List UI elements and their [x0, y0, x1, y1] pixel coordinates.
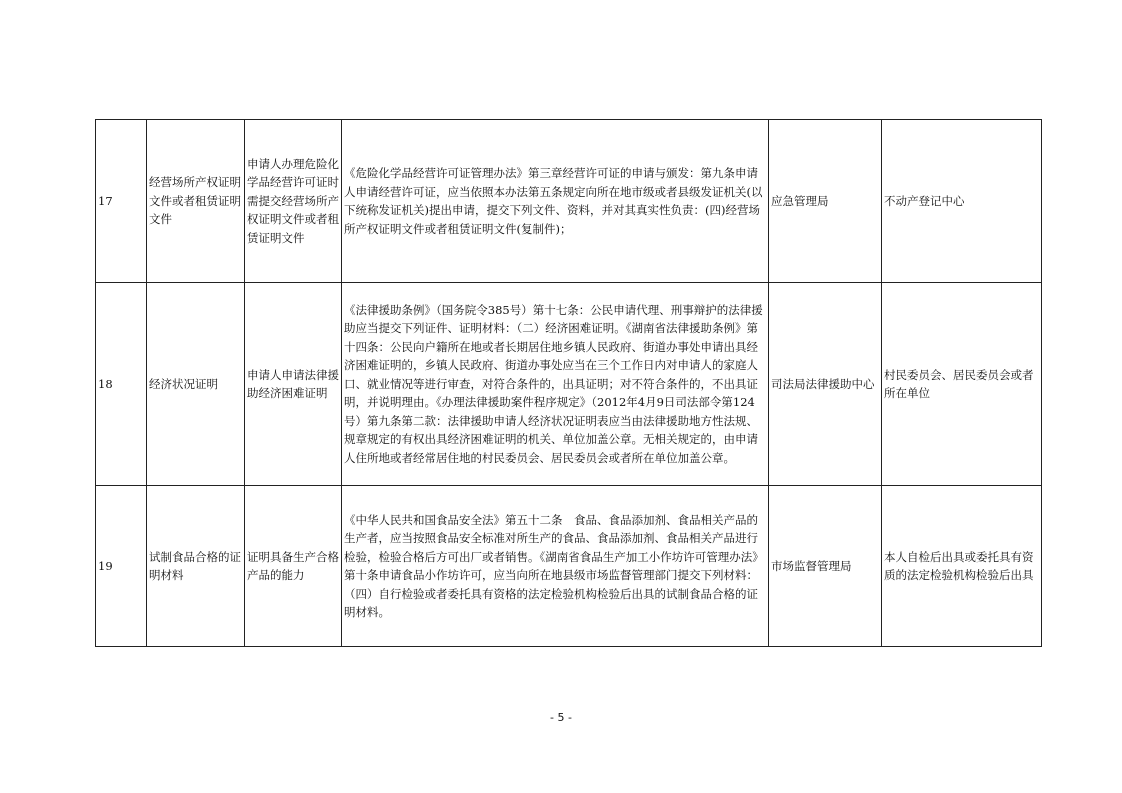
legal-basis: 《中华人民共和国食品安全法》第五十二条 食品、食品添加剂、食品相关产品的生产者，应当按照食品安全标准对所生产的食品、食品添加剂、食品相关产品进行检验，检验合格后方可出厂或者销售。《湖南省食品生产加工小作坊许可管理办法》第十条申请食品小作坊许可，应当向所在地县级市场监督管理部门提交下列材料：（四）自行检验或者委托具有资格的法定检验机构检验后出具的试制食品合格的证明材料。: [342, 486, 769, 647]
legal-basis: 《法律援助条例》（国务院令385号）第十七条：公民申请代理、刑事辩护的法律援助应当提交下列证件、证明材料：（二）经济困难证明。《湖南省法律援助条例》第十四条：公民向户籍所在地或者长期居住地乡镇人民政府、街道办事处申请出具经济困难证明的，乡镇人民政府、街道办事处应当在三个工作日内对申请人的家庭人口、就业情况等进行审查，对符合条件的，出具证明；对不符合条件的，不出具证明，并说明理由。《办理法律援助案件程序规定》（2012年4月9日司法部令第124号）第九条第二款：法律援助申请人经济状况证明表应当由法律援助地方性法规、规章规定的有权出具经济困难证明的机关、单位加盖公章。无相关规定的，由申请人住所地或者经常居住地的村民委员会、居民委员会或者所在单位加盖公章。: [342, 283, 769, 486]
issuing-body: 村民委员会、居民委员会或者所在单位: [882, 283, 1042, 486]
table-row: [96, 283, 1042, 486]
requirements-table: [95, 119, 1042, 647]
row-number: 19: [96, 486, 147, 647]
row-number: 17: [96, 120, 147, 283]
purpose: 申请人申请法律援助经济困难证明: [245, 283, 342, 486]
page-number: - 5 -: [550, 711, 572, 724]
table-row: [96, 120, 1042, 283]
department: 市场监督管理局: [769, 486, 882, 647]
issuing-body: 本人自检后出具或委托具有资质的法定检验机构检验后出具: [882, 486, 1042, 647]
material-name: 经济状况证明: [147, 283, 245, 486]
purpose: 证明具备生产合格产品的能力: [245, 486, 342, 647]
material-name: 经营场所产权证明文件或者租赁证明文件: [147, 120, 245, 283]
purpose: 申请人办理危险化学品经营许可证时需提交经营场所产权证明文件或者租赁证明文件: [245, 120, 342, 283]
issuing-body: 不动产登记中心: [882, 120, 1042, 283]
department: 应急管理局: [769, 120, 882, 283]
legal-basis: 《危险化学品经营许可证管理办法》第三章经营许可证的申请与颁发：第九条申请人申请经营许可证，应当依照本办法第五条规定向所在地市级或者县级发证机关(以下统称发证机关)提出申请，提交下列文件、资料，并对其真实性负责：(四)经营场所产权证明文件或者租赁证明文件(复制件)；: [342, 120, 769, 283]
department: 司法局法律援助中心: [769, 283, 882, 486]
table-row: [96, 486, 1042, 647]
row-number: 18: [96, 283, 147, 486]
material-name: 试制食品合格的证明材料: [147, 486, 245, 647]
